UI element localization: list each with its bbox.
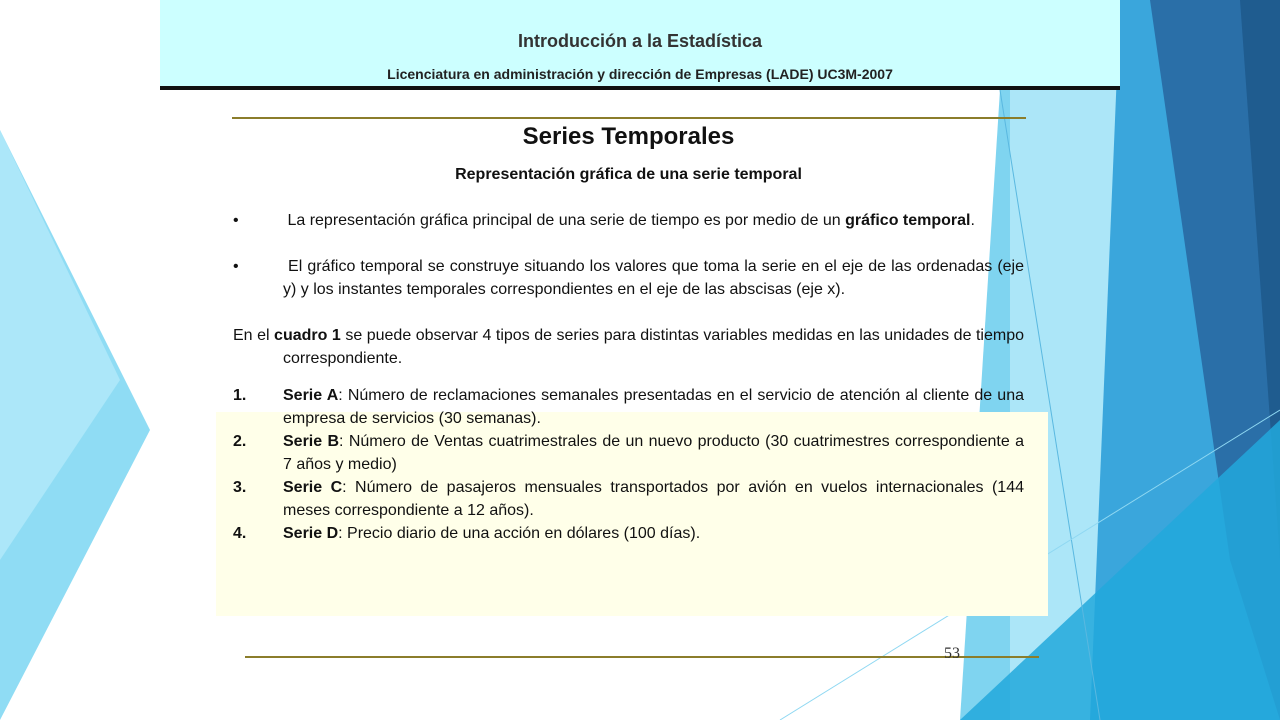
intro-end: se puede observar 4 tipos de series para distintas variables medidas en las unidades de tiempo correspondiente. [283,327,1025,367]
course-subtitle: Licenciatura en administración y dirección de Empresas (LADE) UC3M-2007 [387,66,893,82]
slide-subtitle: Representación gráfica de una serie temporal [455,166,802,183]
list-item [233,384,1024,430]
series-description: : Número de Ventas cuatrimestrales de un nuevo producto (30 cuatrimestres correspondiente a 7 años y medio) [283,433,1025,473]
series-name: Serie C [283,479,343,496]
slide-header [160,0,1120,90]
list-item [233,430,1024,476]
bullet-symbol: • [233,258,239,275]
top-rule [232,117,1026,119]
bullet-graph-definition [233,209,1024,232]
bullet1-text: La representación gráfica principal de una serie de tiempo es por medio de un [283,212,846,229]
list-number: 3. [233,479,247,496]
list-item [233,522,1024,545]
page-number: 53 [944,645,960,662]
series-description: : Número de reclamaciones semanales presentadas en el servicio de atención al cliente de una empresa de servicios (30 semanas). [283,387,1024,427]
series-name: Serie D [283,525,339,542]
bullet2-text: El gráfico temporal se construye situando los valores que toma la serie en el eje de las ordenadas (eje y) y los instantes temporales correspondientes en el eje de las abscisas (eje x). [283,258,1024,298]
slide-title: Series Temporales [522,123,735,150]
intro-text: En el [233,327,275,344]
list-number: 4. [233,525,247,542]
list-number: 2. [233,433,247,450]
course-title: Introducción a la Estadística [517,31,763,51]
list-number: 1. [233,387,247,404]
series-name: Serie A [283,387,339,404]
bottom-rule [245,656,1039,658]
series-description: : Número de pasajeros mensuales transportados por avión en vuelos internacionales (144 meses correspondiente a 12 años). [283,479,1025,519]
bullet1-bold: gráfico temporal [845,212,971,229]
intro-paragraph [233,324,1024,370]
series-description: : Precio diario de una acción en dólares (100 días). [338,525,701,542]
bullet-graph-construction [233,255,1024,301]
series-name: Serie B [283,433,340,450]
bullet1-end: . [970,212,975,229]
list-item [233,476,1024,522]
bullet-symbol: • [233,212,239,229]
intro-bold: cuadro 1 [274,327,341,344]
slide-content [233,120,1024,545]
